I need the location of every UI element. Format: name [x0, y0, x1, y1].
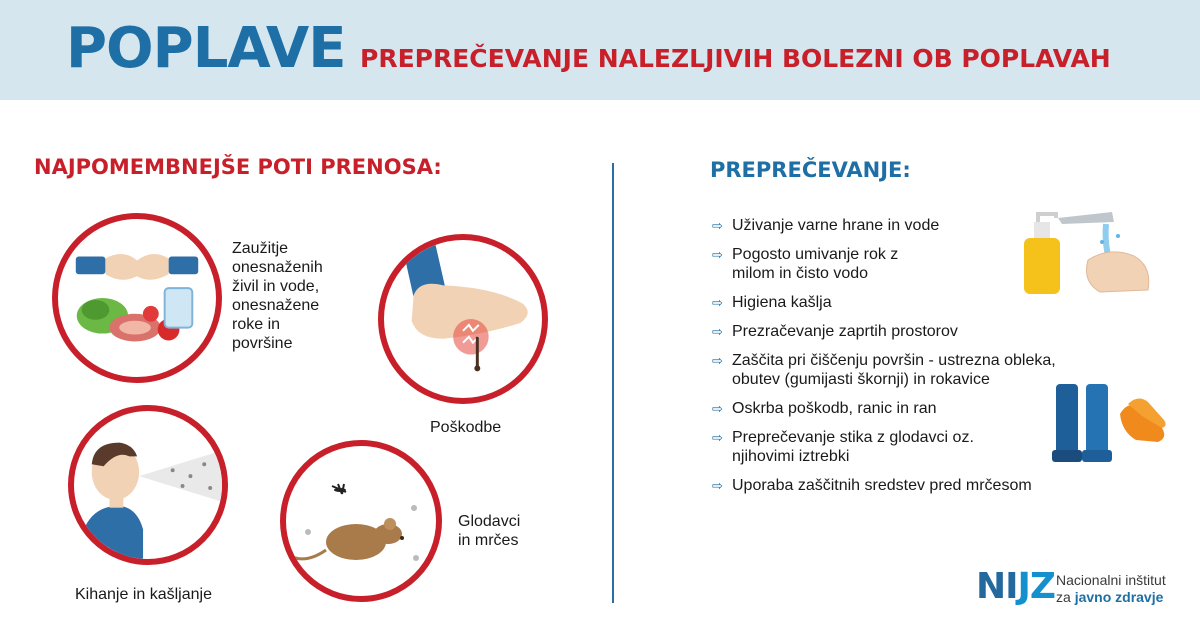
prevention-item-text: Zaščita pri čiščenju površin - ustrezna obleka, obutev (gumijasti škornji) in rokavice — [732, 352, 1056, 388]
logo-line2-bold: javno zdravje — [1074, 589, 1164, 605]
logo-text — [1056, 572, 1166, 606]
route-rodent-caption: Glodavci in mrčes — [458, 513, 521, 549]
prevention-item-text: Oskrba poškodb, ranic in ran — [732, 400, 937, 417]
prevention-heading: PREPREČEVANJE: — [710, 158, 911, 182]
page-subtitle: PREPREČEVANJE NALEZLJIVIH BOLEZNI OB POPLAVAH — [360, 44, 1111, 73]
logo-mark-right: JZ — [1017, 566, 1056, 607]
arrow-icon: ⇨ — [712, 324, 723, 339]
logo-line1: Nacionalni inštitut — [1056, 572, 1166, 588]
arrow-icon: ⇨ — [712, 218, 723, 233]
prevention-item-text: Pogosto umivanje rok z milom in čisto vodo — [732, 246, 899, 282]
route-sneeze-caption: Kihanje in kašljanje — [75, 586, 212, 603]
nijz-logo-mark — [976, 566, 1055, 607]
logo-line2 — [1056, 589, 1166, 606]
prevention-item-text: Uporaba zaščitnih sredstev pred mrčesom — [732, 477, 1032, 494]
column-divider — [612, 163, 614, 603]
list-item — [712, 428, 1082, 466]
logo-line2-prefix: za — [1056, 589, 1075, 605]
list-item — [712, 476, 1082, 495]
arrow-icon: ⇨ — [712, 430, 723, 445]
arrow-icon: ⇨ — [712, 353, 723, 368]
header-banner — [0, 0, 1200, 100]
list-item — [712, 351, 1082, 389]
prevention-item-text: Uživanje varne hrane in vode — [732, 217, 940, 234]
arrow-icon: ⇨ — [712, 401, 723, 416]
prevention-item-text: Preprečevanje stika z glodavci oz. njihovimi iztrebki — [732, 429, 974, 465]
route-food-caption: Zaužitje onesnaženih živil in vode, onesnažene roke in površine — [232, 240, 323, 352]
arrow-icon: ⇨ — [712, 478, 723, 493]
rat-mosquito-icon — [280, 440, 442, 602]
arrow-icon: ⇨ — [712, 295, 723, 310]
logo-mark-left: NI — [976, 566, 1018, 607]
prevention-item-text: Prezračevanje zaprtih prostorov — [732, 323, 958, 340]
transmission-heading: NAJPOMEMBNEJŠE POTI PRENOSA: — [34, 155, 442, 179]
arrow-icon: ⇨ — [712, 247, 723, 262]
list-item — [712, 399, 1082, 418]
sneezing-person-icon — [68, 405, 228, 565]
prevention-item-text: Higiena kašlja — [732, 294, 832, 311]
soap-handwash-icon — [1022, 208, 1157, 296]
page-title: POPLAVE — [66, 16, 346, 81]
list-item — [712, 322, 1082, 341]
foot-nail-injury-icon — [378, 234, 548, 404]
food-handshake-icon — [52, 213, 222, 383]
boots-gloves-icon — [1050, 380, 1170, 466]
route-injury-caption: Poškodbe — [430, 419, 502, 436]
